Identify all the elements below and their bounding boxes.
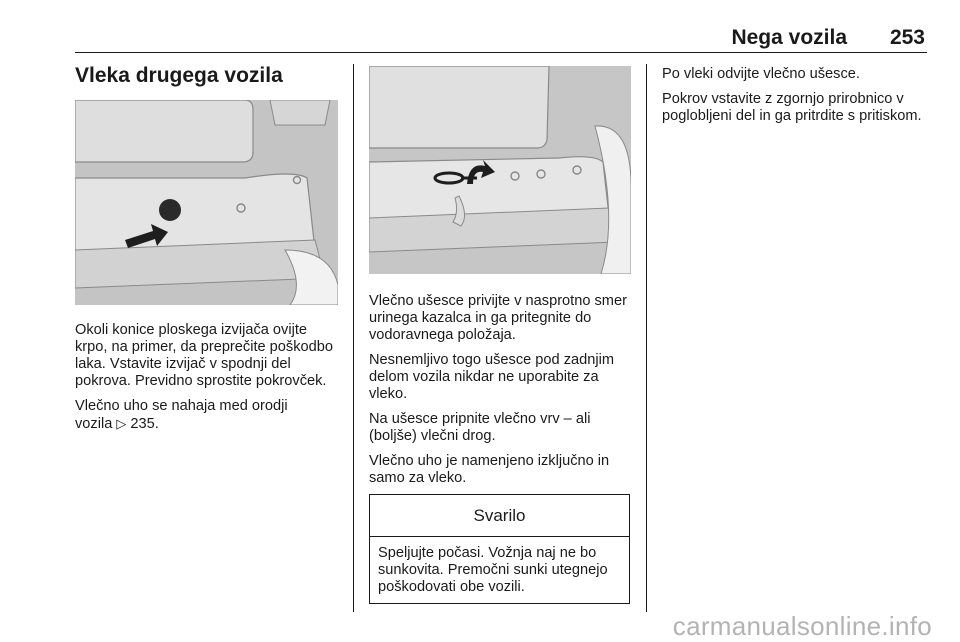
paragraph: Nesnemljivo togo ušesce pod zadnjim delom vozila nikdar ne uporabite za vleko. [369,352,614,402]
page-reference [75,415,343,433]
paragraph: Po vleki odvijte vlečno ušesce. [662,66,860,82]
header-rule [75,52,927,53]
warning-text: Speljujte počasi. Vožnja naj ne bo sunkovita. Premočni sunki utegnejo poškodovati obe vozili. [378,545,608,595]
section-title: Vleka drugega vozila [75,64,283,87]
paragraph: Okoli konice ploskega izvijača ovijte krpo, na primer, da preprečite poškodbo laka. Vstavite izvijač v spodnji del pokrova. Previdno sprostite pokrovček. [75,322,333,389]
paragraph: Vlečno ušesce privijte v nasprotno smer urinega kazalca in ga pritegnite do vodoravnega položaja. [369,293,627,343]
paragraph: Na ušesce pripnite vlečno vrv – ali (boljše) vlečni drog. [369,411,591,444]
page-number: 253 [889,26,925,49]
paragraph: Vlečno uho je namenjeno izključno in samo za vleko. [369,453,610,486]
reference-page: 235. [126,416,159,432]
illustration-bumper-cover [75,100,338,305]
column-divider-2 [646,64,647,612]
warning-box [369,494,630,604]
warning-title: Svarilo [370,495,629,537]
page-header [75,26,927,52]
column-1-text [75,322,343,441]
column-3-text [662,66,934,133]
page-reference-icon: ▷ [116,416,127,431]
watermark: carmanualsonline.info [672,611,932,641]
column-divider-1 [353,64,354,612]
paragraph: Pokrov vstavite z zgornjo prirobnico v poglobljeni del in ga pritrdite s pritiskom. [662,91,922,124]
column-2-text [369,293,639,495]
paragraph: Vlečno uho se nahaja med orodji [75,398,288,414]
header-title: Nega vozila [731,26,847,49]
reference-prefix: vozila [75,416,117,432]
illustration-towing-eye [369,66,631,274]
